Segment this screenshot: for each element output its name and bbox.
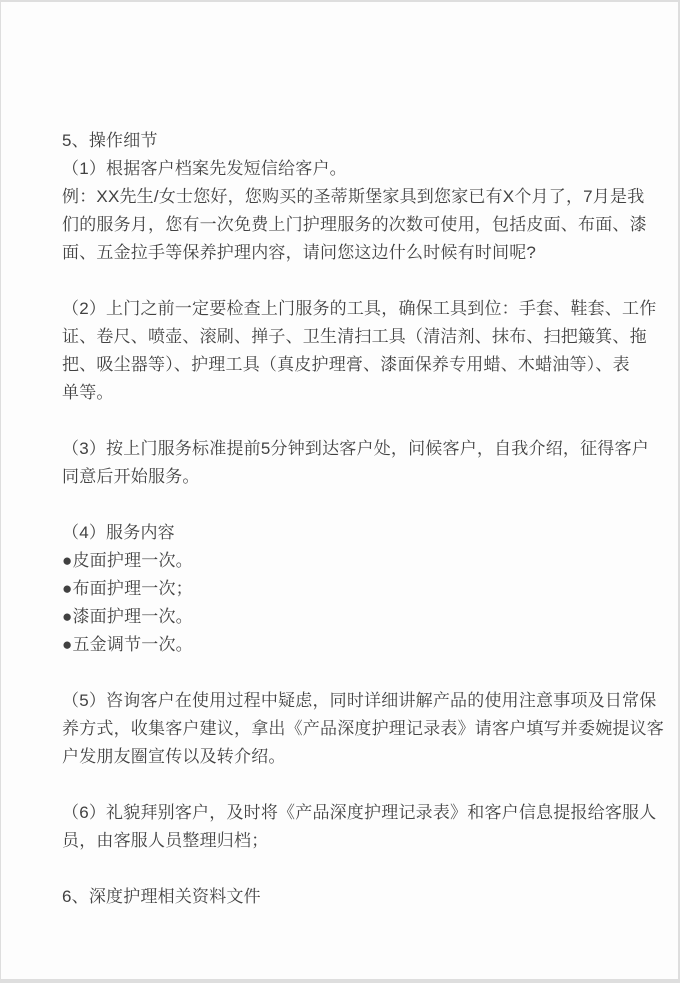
text-line: 例：XX先生/女士您好，您购买的圣蒂斯堡家具到您家已有X个月了，7月是我 — [62, 187, 645, 206]
item-2-tool-preparation — [62, 295, 657, 407]
text-line: ●皮面护理一次。 — [62, 551, 193, 570]
text-line: （2）上门之前一定要检查上门服务的工具，确保工具到位：手套、鞋套、工作 — [62, 299, 657, 318]
text-line: ●布面护理一次； — [62, 579, 193, 598]
item-6-farewell — [62, 799, 657, 855]
text-line: 证、卷尺、喷壶、滚刷、掸子、卫生清扫工具（清洁剂、抹布、扫把簸箕、拖 — [62, 327, 647, 346]
text-line: 员，由客服人员整理归档； — [62, 831, 269, 850]
text-line: 养方式，收集客户建议，拿出《产品深度护理记录表》请客户填写并委婉提议客 — [62, 719, 664, 738]
text-line: （1）根据客户档案先发短信给客户。 — [62, 159, 347, 178]
text-line: （5）咨询客户在使用过程中疑虑，同时详细讲解产品的使用注意事项及日常保 — [62, 691, 657, 710]
text-line: （6）礼貌拜别客户，及时将《产品深度护理记录表》和客户信息提报给客服人 — [62, 803, 657, 822]
text-line: 5、操作细节 — [62, 131, 158, 150]
text-line: 单等。 — [62, 383, 114, 402]
text-line: （4）服务内容 — [62, 523, 175, 542]
document-body — [1, 2, 678, 911]
section-5-operation-details — [62, 127, 647, 267]
text-line: 把、吸尘器等）、护理工具（真皮护理膏、漆面保养专用蜡、木蜡油等）、表 — [62, 355, 630, 374]
section-6-heading — [62, 883, 638, 911]
item-3-arrival-standard — [62, 435, 649, 491]
item-5-consultation — [62, 687, 664, 771]
text-line: 面、五金拉手等保养护理内容，请问您这边什么时候有时间呢? — [62, 243, 537, 262]
text-line: 6、深度护理相关资料文件 — [62, 887, 261, 906]
text-line: ●漆面护理一次。 — [62, 607, 193, 626]
text-line: 户发朋友圈宣传以及转介绍。 — [62, 747, 286, 766]
text-line: ●五金调节一次。 — [62, 635, 193, 654]
text-line: 们的服务月，您有一次免费上门护理服务的次数可使用，包括皮面、布面、漆 — [62, 215, 647, 234]
text-line: 同意后开始服务。 — [62, 467, 200, 486]
document-page — [1, 2, 678, 979]
item-4-service-content — [62, 519, 638, 659]
text-line: （3）按上门服务标准提前5分钟到达客户处，问候客户，自我介绍，征得客户 — [62, 439, 649, 458]
